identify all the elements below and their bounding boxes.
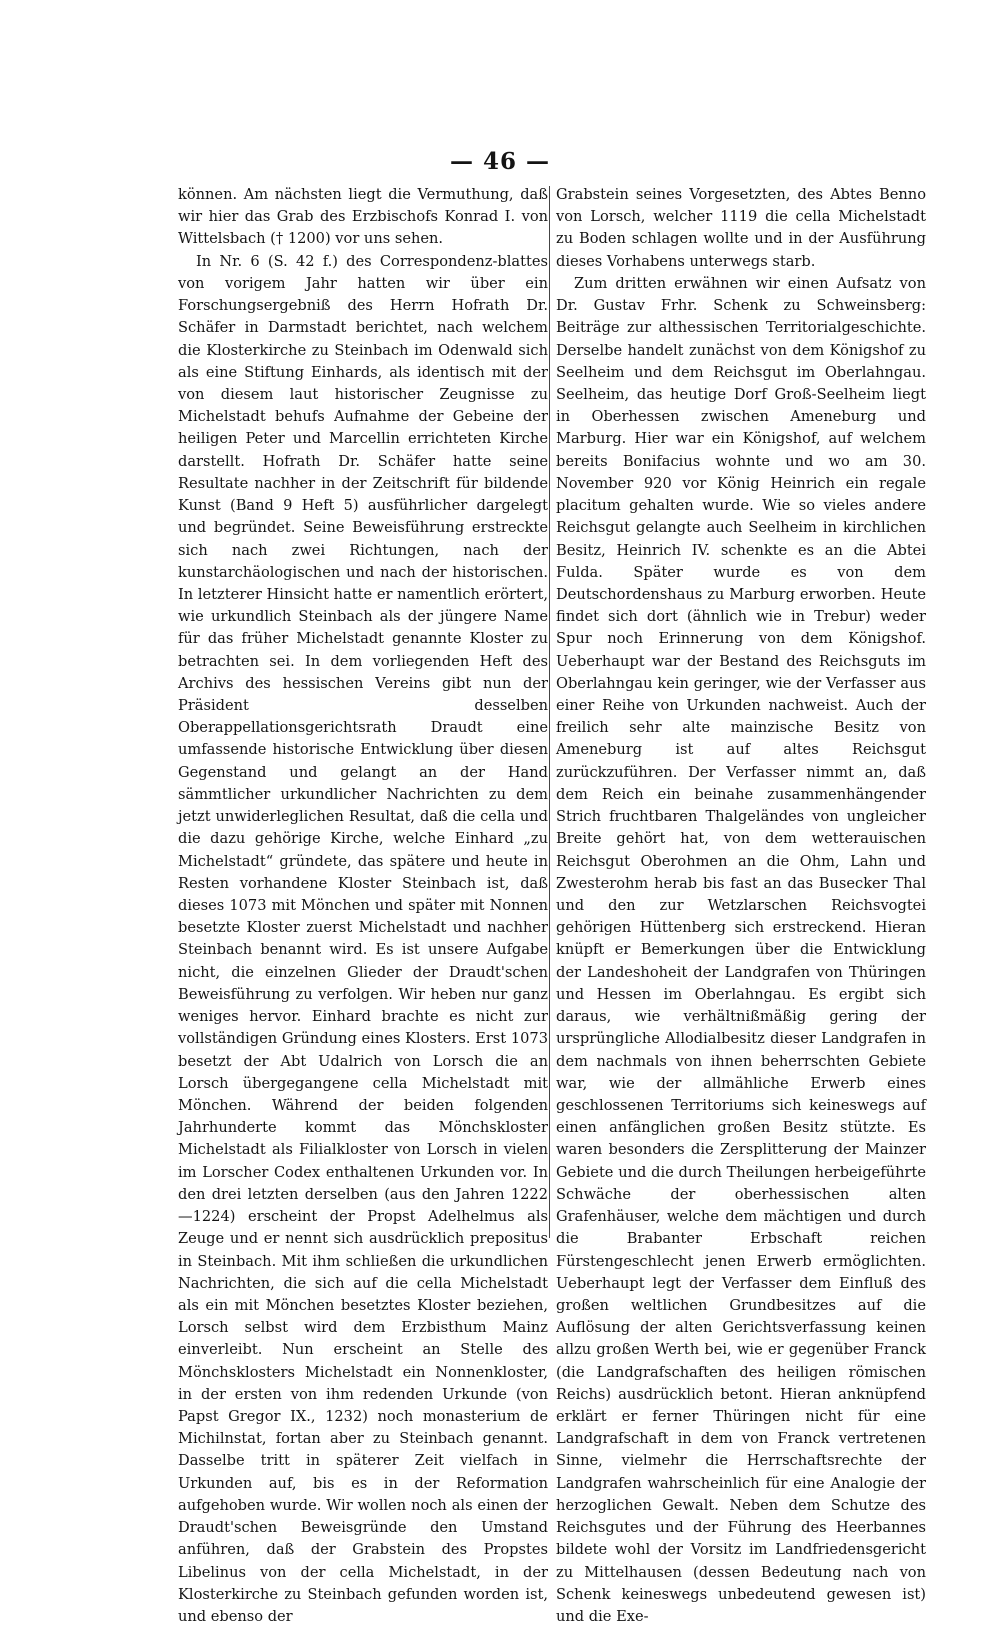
paragraph: Zum dritten erwähnen wir einen Aufsatz von Dr. Gustav Frhr. Schenk zu Schweinsberg: Beiträge zur althessischen Territorialgeschichte. Derselbe handelt zunächst von dem Königshof zu Seelheim und dem Reichsgut im Oberlahngau. Seelheim, das heutige Dorf Groß-Seelheim liegt in Oberhessen zwischen Ameneburg und Marburg. Hier war ein Königshof, auf welchem bereits Bonifacius wohnte und wo am 30. November 920 vor König Heinrich ein regale placitum gehalten wurde. Wie so vieles andere Reichsgut gelangte auch Seelheim in kirchlichen Besitz, Heinrich IV. schenkte es an die Abtei Fulda. Später wurde es von dem Deutschordenshaus zu Marburg erworben. Heute findet sich dort (ähnlich wie in Trebur) weder Spur noch Erinnerung von dem Königshof. Ueberhaupt war der Bestand des Reichsguts im Oberlahngau kein geringer, wie der Verfasser aus einer Reihe von Urkunden nachweist. Auch der freilich sehr alte mainzische Besitz von Ameneburg ist auf altes Reichsgut zurückzuführen. Der Verfasser nimmt an, daß dem Reich ein beinahe zusammenhängender Strich fruchtbaren Thalgeländes von ungleicher Breite gehört hat, von dem wetterauischen Reichsgut Oberohmen an die Ohm, Lahn und Zwesterohm herab bis fast an das Busecker Thal und den zur Wetzlarschen Reichsvogtei gehörigen Hüttenberg sich erstreckend. Hieran knüpft er Bemerkungen über die Entwicklung der Landeshoheit der Landgrafen von Thüringen und Hessen im Oberlahngau. Es ergibt sich daraus, wie verhältnißmäßig gering der ursprüngliche Allodialbesitz dieser Landgrafen in dem nachmals von ihnen beherrschten Gebiete war, wie der allmähliche Erwerb eines geschlossenen Territoriums sich keineswegs auf einen anfänglichen großen Besitz stützte. Es waren besonders die Zersplitterung der Mainzer Gebiete und die durch Theilungen herbeigeführte Schwäche der oberhessischen alten Grafenhäuser, welche dem mächtigen und durch die Brabanter Erbschaft reichen Fürstengeschlecht jenen Erwerb ermöglichten. Ueberhaupt legt der Verfasser dem Einfluß des großen weltlichen Grundbesitzes auf die Auflösung der alten Gerichtsverfassung keinen allzu großen Werth bei, wie er gegenüber Franck (die Landgrafschaften des heiligen römischen Reichs) ausdrücklich betont. Hieran anknüpfend erklärt er ferner Thüringen nicht für eine Landgrafschaft in dem von Franck vertretenen Sinne, vielmehr die Herrschaftsrechte der Landgrafen wahrscheinlich für eine Analogie der herzoglichen Gewalt. Neben dem Schutze des Reichsgutes und der Führung des Heerbannes bildete wohl der Vorsitz im Landfriedensgericht zu Mittelhausen (dessen Bedeutung nach von Schenk keineswegs unbedeutend gewesen ist) und die Exe-	[556, 274, 926, 1625]
page-number: — 46 —	[449, 148, 551, 175]
left-column	[178, 184, 548, 1628]
paragraph: In Nr. 6 (S. 42 f.) des Correspondenz-blattes von vorigem Jahr hatten wir über ein Forschungsergebniß des Herrn Hofrath Dr. Schäfer in Darmstadt berichtet, nach welchem die Klosterkirche zu Steinbach im Odenwald sich als eine Stiftung Einhards, als identisch mit der von diesem laut historischer Zeugnisse zu Michelstadt behufs Aufnahme der Gebeine der heiligen Peter und Marcellin errichteten Kirche darstellt. Hofrath Dr. Schäfer hatte seine Resultate nachher in der Zeitschrift für bildende Kunst (Band 9 Heft 5) ausführlicher dargelegt und begründet. Seine Beweisführung erstreckte sich nach zwei Richtungen, nach der kunstarchäologischen und nach der historischen. In letzterer Hinsicht hatte er namentlich erörtert, wie urkundlich Steinbach als der jüngere Name für das früher Michelstadt genannte Kloster zu betrachten sei. In dem vorliegenden Heft des Archivs des hessischen Vereins gibt nun der Präsident desselben Oberappellationsgerichtsrath Draudt eine umfassende historische Entwicklung über diesen Gegenstand und gelangt an der Hand sämmtlicher urkundlicher Nachrichten zu dem jetzt unwiderleglichen Resultat, daß die cella und die dazu gehörige Kirche, welche Einhard „zu Michelstadt“ gründete, das spätere und heute in Resten vorhandene Kloster Steinbach ist, daß dieses 1073 mit Mönchen und später mit Nonnen besetzte Kloster zuerst Michelstadt und nachher Steinbach benannt wird. Es ist unsere Aufgabe nicht, die einzelnen Glieder der Draudt'schen Beweisführung zu verfolgen. Wir heben nur ganz weniges hervor. Einhard brachte es nicht zur vollständigen Gründung eines Klosters. Erst 1073 besetzt der Abt Udalrich von Lorsch die an Lorsch übergegangene cella Michelstadt mit Mönchen. Während der beiden folgenden Jahrhunderte kommt das Mönchskloster Michelstadt als Filialkloster von Lorsch in vielen im Lorscher Codex enthaltenen Urkunden vor. In den drei letzten derselben (aus den Jahren 1222 —1224) erscheint der Propst Adelhelmus als Zeuge und er nennt sich ausdrücklich prepositus in Steinbach. Mit ihm schließen die urkundlichen Nachrichten, die sich auf die cella Michelstadt als ein mit Mönchen besetztes Kloster beziehen, Lorsch selbst wird dem Erzbisthum Mainz einverleibt. Nun erscheint an Stelle des Mönchsklosters Michelstadt ein Nonnenkloster, in der ersten von ihm redenden Urkunde (von Papst Gregor IX., 1232) noch monasterium de Michilnstat, fortan aber zu Steinbach genannt. Dasselbe tritt in späterer Zeit vielfach in Urkunden auf, bis es in der Reformation aufgehoben wurde. Wir wollen noch als einen der Draudt'schen Beweisgründe den Umstand anführen, daß der Grabstein des Propstes Libelinus von der cella Michelstadt, in der Klosterkirche zu Steinbach gefunden worden ist, und ebenso der	[178, 252, 548, 1625]
paragraph: können. Am nächsten liegt die Vermuthung, daß wir hier das Grab des Erzbischofs Konrad I. von Wittelsbach († 1200) vor uns sehen.	[178, 186, 548, 248]
right-column	[556, 184, 926, 1628]
column-divider	[549, 186, 550, 1238]
paragraph: Grabstein seines Vorgesetzten, des Abtes Benno von Lorsch, welcher 1119 die cella Michelstadt zu Boden schlagen wollte und in der Ausführung dieses Vorhabens unterwegs starb.	[556, 186, 926, 270]
